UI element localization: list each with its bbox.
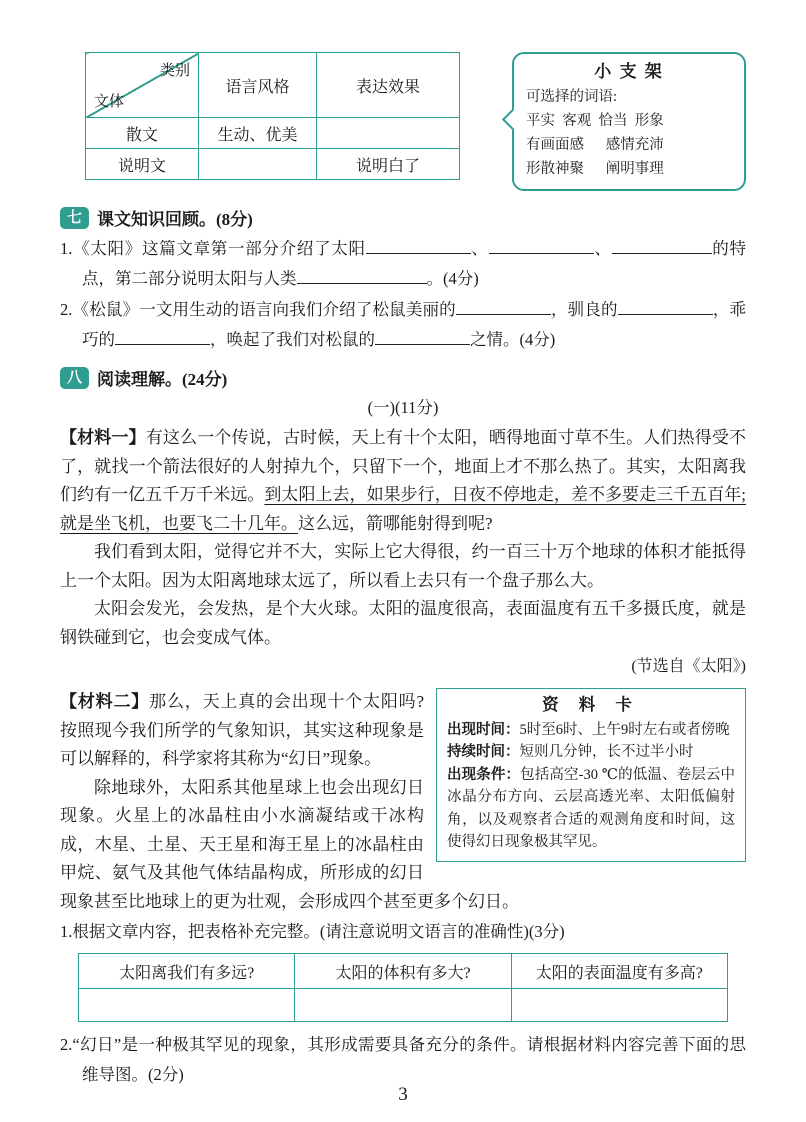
- question-7-2: [60, 295, 746, 355]
- scaffold-title: 小 支 架: [594, 62, 664, 81]
- material-1-paragraph-3: 太阳会发光，会发热，是个大火球。太阳的温度很高，表面温度有五千多摄氏度，就是钢铁碰到它，也会变成气体。: [60, 599, 746, 647]
- text-segment: 那么，天上真的会出现十个太阳吗? 按照现今我们所学的气象知识，其实这种现象是可以解释的，科学家将其称为“幻日”现象。: [60, 692, 425, 768]
- text-segment: ，乖巧的: [82, 300, 747, 349]
- underlined-text: 到太阳上去，如果步行，日夜不停地走，差不多要走三千五百年;就是坐飞机，也要飞二十几年。: [60, 485, 746, 533]
- diagonal-header-cell: [86, 53, 199, 118]
- text-segment: 之情。(4分): [470, 330, 556, 349]
- answer-table-header-row: [79, 954, 728, 989]
- section-8-header: [60, 365, 746, 390]
- answer-cell-blank[interactable]: [79, 989, 295, 1022]
- section-8-badge: 八: [60, 367, 89, 389]
- diag-label-genre: 文体: [94, 94, 125, 110]
- text-segment: ，驯良的: [550, 300, 618, 319]
- text-segment: 有这么一个传说，古时候，天上有十个太阳，晒得地面寸草不生。人们热得受不了，就找一个箭法很好的人射掉九个，只留下一个，地面上才不那么热了。其实，太阳离我们约有一亿五千万千米远。: [60, 428, 747, 504]
- answer-blank[interactable]: [366, 237, 471, 255]
- answer-blank[interactable]: [115, 328, 210, 346]
- cell-expository-effect: 说明白了: [317, 149, 460, 180]
- part-1-label: (一)(11分): [367, 398, 439, 417]
- row-header-expository: 说明文: [86, 149, 199, 180]
- card-item-duration: [447, 741, 735, 764]
- section-7-header: [60, 205, 746, 230]
- genre-style-table: [85, 52, 460, 180]
- col-header-expression-effect: 表达效果: [317, 53, 460, 118]
- cell-prose-style: 生动、优美: [199, 118, 317, 149]
- answer-blank[interactable]: [612, 237, 712, 255]
- material-2-block: [60, 688, 746, 916]
- card-label: 出现条件：: [447, 766, 521, 783]
- data-card-title: 资 料 卡: [542, 695, 640, 714]
- answer-table: [78, 953, 728, 1022]
- answer-blank[interactable]: [489, 237, 594, 255]
- bold-label: 【材料二】: [60, 692, 150, 711]
- answer-table-answer-row: [79, 989, 728, 1022]
- question-7-1: [60, 234, 746, 294]
- cell-prose-effect-blank[interactable]: [317, 118, 460, 149]
- reading-question-2: 2.“幻日”是一种极其罕见的现象，其形成需要具备充分的条件。请根据材料内容完善下面的思维导图。(2分): [60, 1035, 746, 1084]
- answer-cell-blank[interactable]: [295, 989, 511, 1022]
- col-header-language-style: 语言风格: [199, 53, 317, 118]
- table-row-prose: [86, 118, 460, 149]
- material-1-paragraph-1: [60, 424, 746, 538]
- answer-blank[interactable]: [456, 298, 551, 316]
- answer-table-header-volume: 太阳的体积有多大?: [295, 954, 511, 989]
- section-7-title: 课文知识回顾。(8分): [97, 210, 253, 229]
- reading-question-1: 1.根据文章内容，把表格补充完整。(请注意说明文语言的准确性)(3分): [60, 922, 565, 941]
- card-text: 短则几分钟，长不过半小时: [519, 744, 694, 760]
- card-item-conditions: [447, 764, 735, 854]
- text-segment: 这么远，箭哪能射得到呢?: [298, 513, 493, 533]
- material-1-paragraph-2: 我们看到太阳，觉得它并不大，实际上它大得很，约一百三十万个地球的体积才能抵得上一个太阳。因为太阳离地球太远了，所以看上去只有一个盘子那么大。: [60, 542, 746, 590]
- answer-table-header-temperature: 太阳的表面温度有多高?: [511, 954, 727, 989]
- speech-tail-icon: [502, 109, 523, 130]
- scaffold-line: 形散神聚 阐明事理: [526, 161, 664, 177]
- material-1-source: (节选自《太阳》): [631, 658, 746, 675]
- text-segment: ，唤起了我们对松鼠的: [210, 330, 375, 349]
- card-item-appearance-time: [447, 719, 735, 742]
- scaffold-line: 可选择的词语:: [526, 89, 618, 105]
- text-segment: 、: [470, 239, 489, 258]
- answer-table-header-distance: 太阳离我们有多远?: [79, 954, 295, 989]
- card-text: 5时至6时、上午9时左右或者傍晚: [519, 721, 730, 738]
- text-segment: 、: [593, 239, 612, 258]
- text-segment: 1.《太阳》这篇文章第一部分介绍了太阳: [60, 239, 366, 258]
- table-row-expository: [86, 149, 460, 180]
- scaffold-line: 有画面感 感情充沛: [526, 137, 664, 153]
- table-header-row: [86, 53, 460, 118]
- answer-cell-blank[interactable]: [511, 989, 727, 1022]
- text-segment: 。(4分): [426, 269, 479, 288]
- answer-blank[interactable]: [375, 328, 470, 346]
- text-segment: 的特点，第二部分说明太阳与人类: [82, 239, 747, 288]
- section-8-title: 阅读理解。(24分): [97, 370, 228, 389]
- diag-label-category: 类别: [159, 63, 190, 79]
- section-7-badge: 七: [60, 207, 89, 229]
- scaffold-line: 平实 客观 恰当 形象: [526, 113, 664, 129]
- material-2-paragraph-2: 除地球外，太阳系其他星球上也会出现幻日现象。火星上的冰晶柱由小水滴凝结或干冰构成，木星、土星、天王星和海王星上的冰晶柱由甲烷、氨气及其他气体结晶构成，所形成的幻日现象甚至比地球上的更为壮观，会形成四个甚至更多个幻日。: [60, 777, 519, 911]
- card-label: 持续时间：: [447, 744, 520, 760]
- answer-blank[interactable]: [297, 267, 427, 285]
- text-segment: 2.《松鼠》一文用生动的语言向我们介绍了松鼠美丽的: [60, 300, 456, 319]
- card-label: 出现时间：: [447, 721, 520, 738]
- row-header-prose: 散文: [86, 118, 199, 149]
- page-number: 3: [398, 1084, 408, 1105]
- top-section: [60, 52, 746, 191]
- data-card: [436, 688, 746, 862]
- card-text: 包括高空-30 ℃的低温、卷层云中冰晶分布方向、云层高透光率、太阳低偏射角，以及观察者合适的观测角度和时间，这使得幻日现象极其罕见。: [447, 766, 735, 850]
- cell-expository-style-blank[interactable]: [199, 149, 317, 180]
- answer-blank[interactable]: [618, 298, 713, 316]
- bold-label: 【材料一】: [60, 428, 146, 447]
- hint-box-scaffold: [512, 52, 746, 191]
